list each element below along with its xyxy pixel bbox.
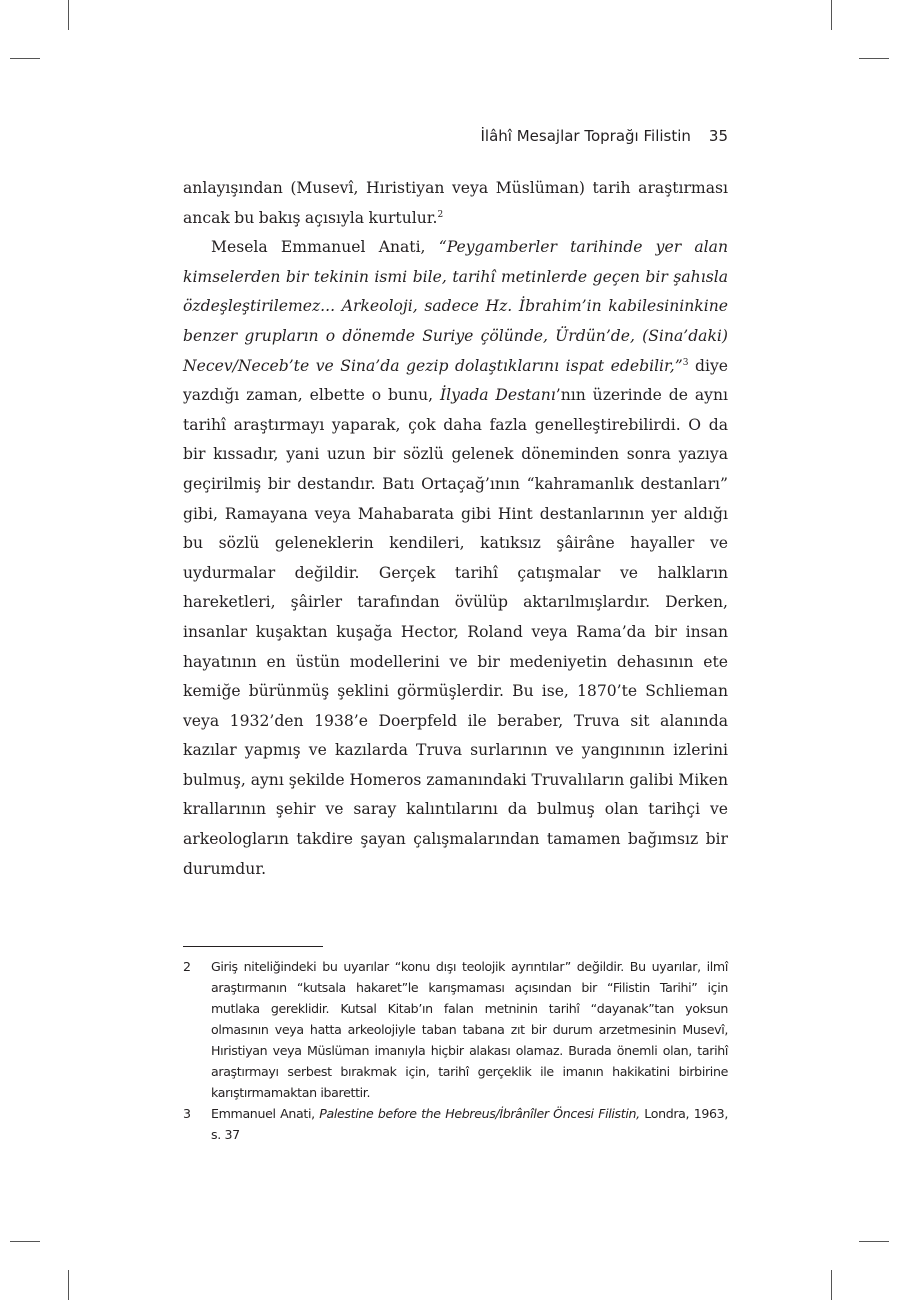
footnote-author: Emmanuel Anati, (211, 1106, 320, 1121)
ilyada-title: İlyada Destanı (439, 386, 556, 405)
footnote-number: 2 (183, 959, 192, 974)
page-number: 35 (708, 127, 728, 145)
crop-mark (68, 1270, 69, 1300)
footnote-2 (183, 956, 728, 1103)
paragraph-2 (183, 233, 728, 884)
paragraph-1 (183, 174, 728, 233)
paragraph-2-lead: Mesela Emmanuel Anati, (211, 238, 439, 257)
footnotes (183, 956, 728, 1145)
anati-quote: “Peygamberler tarihinde yer alan kimselerden bir tekinin ismi bile, tarihî metinlerde geçen bir şahısla özdeşleştirilemez... Arkeoloji, sadece Hz. İbrahim’in kabilesininkine benzer grupların o dönemde Suriye çölünde, Ürdün’de, (Sina’daki) Necev/Neceb’te ve Sina’da gezip dolaştıklarını ispat edebilir,” (183, 238, 728, 375)
footnote-ref-2[interactable]: 2 (437, 209, 444, 220)
crop-mark (831, 1270, 832, 1300)
footnote-publication: Londra, 1963, s. 37 (211, 1106, 728, 1142)
footnote-3 (183, 1103, 728, 1145)
paragraph-1-text: anlayışından (Musevî, Hıristiyan veya Müslüman) tarih araştırması ancak bu bakış açısıyla kurtulur. (183, 179, 728, 227)
main-text (183, 174, 728, 884)
crop-mark (10, 1241, 40, 1242)
footnote-text (211, 1103, 728, 1145)
running-head (183, 127, 728, 145)
footnote-text: Giriş niteliğindeki bu uyarılar “konu dışı teolojik ayrıntılar” değildir. Bu uyarılar, ilmî araştırmanın “kutsala hakaret”le karışmaması açısından bir “Filistin Tarihi” için mutlaka gereklidir. Kutsal Kitab’ın falan metninin tarihî “dayanak”tan yoksun olmasının veya hatta arkeolojiyle taban tabana zıt bir durum arzetmesinin Musevî, Hıristiyan veya Müslüman imanıyla hiçbir alakası olamaz. Burada önemli olan, tarihî araştırmayı serbest bırakmak için, tarihî gerçeklik ile imanın hakikatini birbirine karıştırmamaktan ibarettir. (211, 959, 728, 1100)
footnote-work-title: Palestine before the Hebreus/İbrânîler Öncesi Filistin, (319, 1106, 640, 1121)
crop-mark (859, 1241, 889, 1242)
paragraph-2-mid: diye yazdığı zaman, elbette o bunu, (183, 356, 728, 405)
crop-mark (10, 58, 40, 59)
crop-mark (859, 58, 889, 59)
paragraph-2-rest: ’nın üzerinde de aynı tarihî araştırmayı yaparak, çok daha fazla genelleştirebilirdi. O da bir kıssadır, yani uzun bir sözlü gelenek döneminden sonra yazıya geçirilmiş bir destandır. Batı Ortaçağ’ının “kahramanlık destanları” gibi, Ramayana veya Mahabarata gibi Hint destanlarının yer aldığı bu sözlü geleneklerin kendileri, katıksız şâirâne hayaller ve uydurmalar değildir. Gerçek tarihî çatışmalar ve halkların hareketleri, şâirler tarafından övülüp aktarılmışlardır. Derken, insanlar kuşaktan kuşağa Hector, Roland veya Rama’da bir insan hayatının en üstün modellerini ve bir medeniyetin dehasının ete kemiğe bürünmüş şeklini görmüşlerdir. Bu ise, 1870’te Schlieman veya 1932’den 1938’e Doerpfeld ile beraber, Truva sit alanında kazılar yapmış ve kazılarda Truva surlarının ve yangınının izlerini bulmuş, aynı şekilde Homeros zamanındaki Truvalıların galibi Miken krallarının şehir ve saray kalıntılarını da bulmuş olan tarihçi ve arkeologların takdire şayan çalışmalarından tamamen bağımsız bir durumdur. (183, 386, 728, 878)
book-title: İlâhî Mesajlar Toprağı Filistin (480, 127, 691, 145)
crop-mark (68, 0, 69, 30)
footnote-number: 3 (183, 1106, 192, 1121)
footnote-rule (183, 946, 323, 947)
footnote-ref-3[interactable]: 3 (682, 357, 689, 368)
crop-mark (831, 0, 832, 30)
